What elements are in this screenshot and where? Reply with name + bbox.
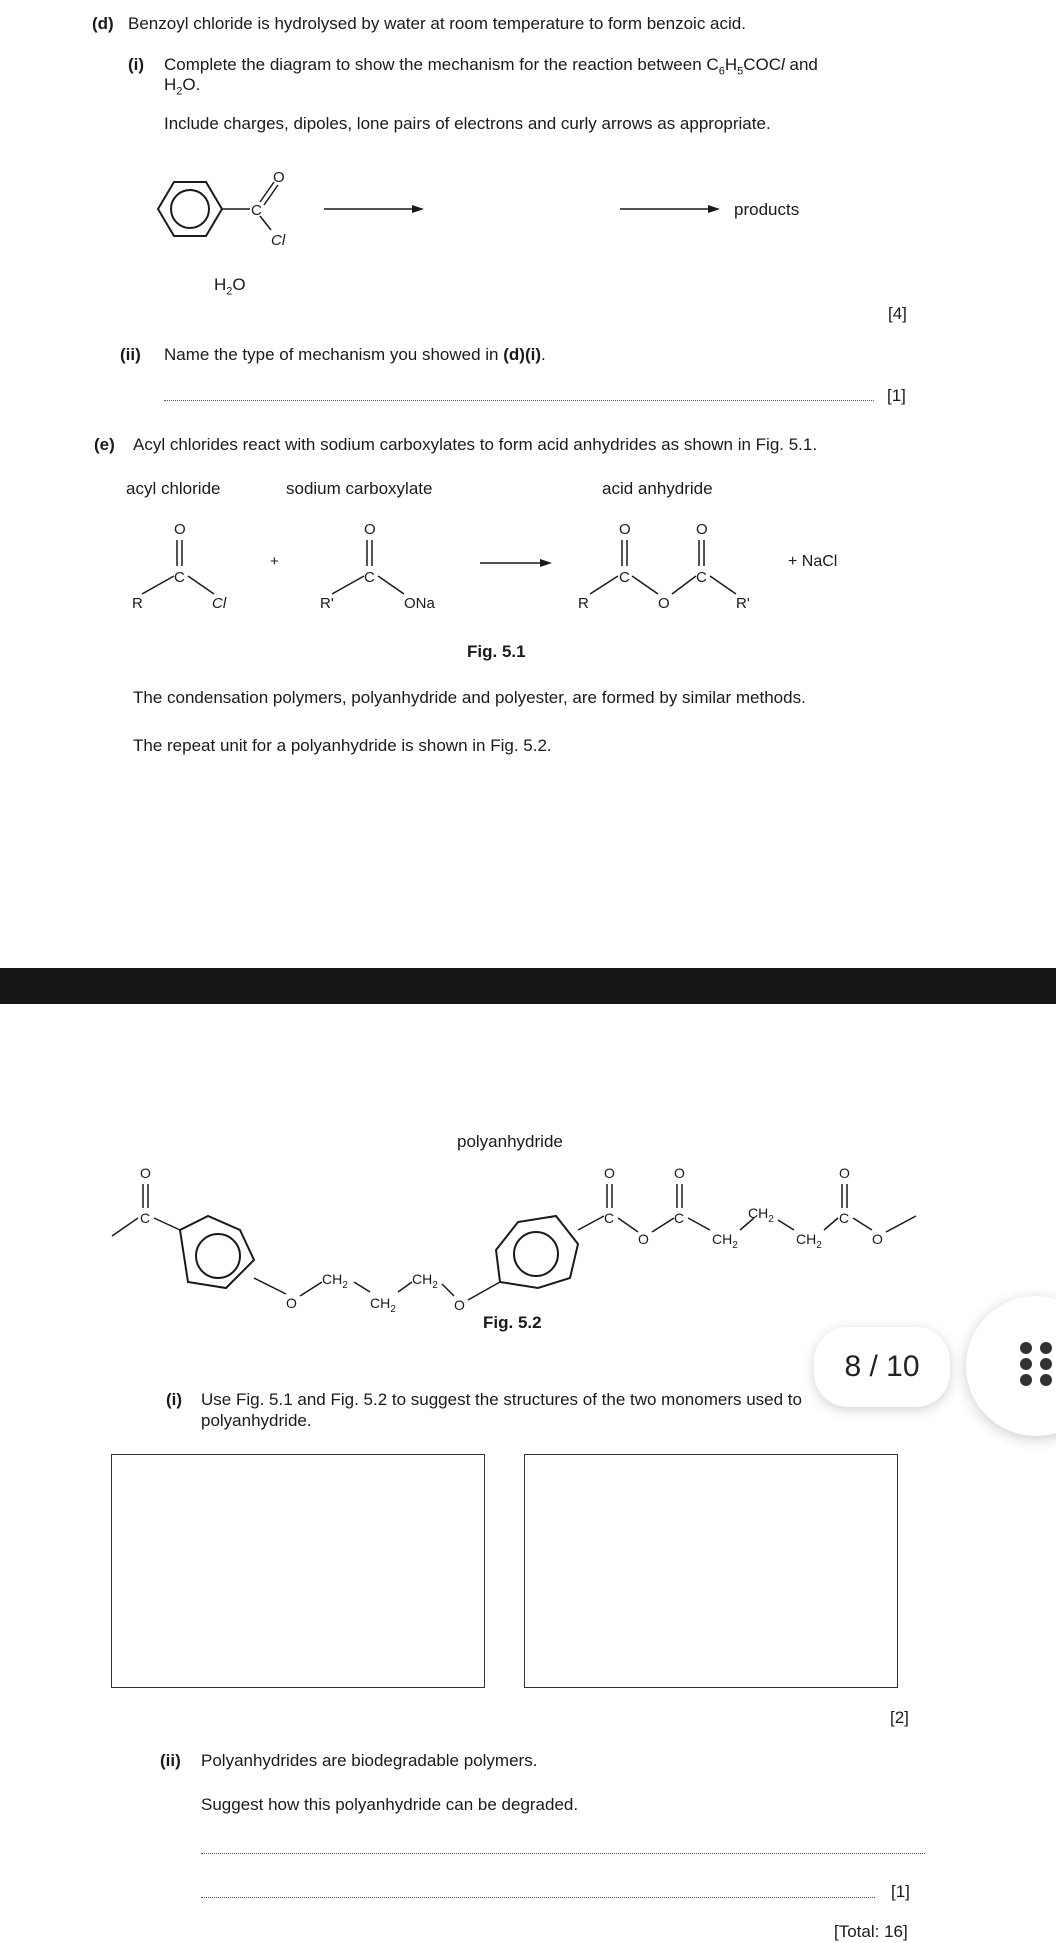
question-d-include-text: Include charges, dipoles, lone pairs of electrons and curly arrows as appropriate. <box>164 114 771 133</box>
svg-text:O: O <box>286 1295 297 1311</box>
water-label: $H_2O$ <box>214 275 246 298</box>
fig-5-1-caption: Fig. 5.1 <box>467 642 526 661</box>
svg-text:CH2: $CH_2$ <box>412 1271 438 1291</box>
label-acyl-chloride: acyl chloride <box>126 479 221 498</box>
svg-text:CH2: $CH_2$ <box>712 1231 738 1251</box>
acid-anhydride-structure <box>578 521 750 612</box>
atom-o: O <box>273 169 285 186</box>
svg-text:O: O <box>658 595 670 612</box>
svg-text:CH2: $CH_2$ <box>748 1205 774 1225</box>
svg-text:R: R <box>132 595 143 612</box>
svg-text:O: O <box>872 1231 883 1247</box>
svg-text:O: O <box>674 1165 685 1181</box>
page-indicator: 8 / 10 <box>814 1327 950 1407</box>
svg-text:C: C <box>674 1210 685 1226</box>
benzoyl-chloride-structure <box>150 168 300 258</box>
paragraph-condensation: The condensation polymers, polyanhydride and polyester, are formed by similar methods. <box>133 688 806 707</box>
question-d-ii-text: Name the type of mechanism you showed in (d)(i). <box>164 345 546 364</box>
label-acid-anhydride: acid anhydride <box>602 479 713 498</box>
question-e-i-text: Use Fig. 5.1 and Fig. 5.2 to suggest the structures of the two monomers used to <box>201 1390 802 1409</box>
svg-text:R': R' <box>320 595 334 612</box>
atom-c: C <box>251 202 262 219</box>
answer-line-d-ii[interactable] <box>164 400 874 401</box>
svg-text:R': R' <box>736 595 750 612</box>
reaction-arrow-1 <box>320 200 430 220</box>
svg-text:O: O <box>364 521 376 538</box>
svg-text:O: O <box>839 1165 850 1181</box>
svg-text:O: O <box>174 521 186 538</box>
svg-text:O: O <box>619 521 631 538</box>
products-label: products <box>734 200 800 219</box>
answer-box-monomer-2[interactable] <box>524 1454 898 1688</box>
question-d-i-label: (i) <box>128 55 145 74</box>
question-d-label: (d) <box>92 14 114 33</box>
svg-text:C: C <box>839 1210 850 1226</box>
sodium-carboxylate-structure <box>320 521 436 612</box>
svg-text:C: C <box>604 1210 615 1226</box>
total-marks: [Total: 16] <box>834 1922 908 1941</box>
fig-5-2-title: polyanhydride <box>457 1132 563 1151</box>
label-sodium-carboxylate: sodium carboxylate <box>286 479 433 498</box>
svg-text:O: O <box>140 1165 151 1181</box>
svg-text:C: C <box>140 1210 151 1226</box>
byproduct-nacl: + NaCl <box>788 553 838 570</box>
question-e-i-text-line2: polyanhydride. <box>201 1411 312 1430</box>
question-d-text: Benzoyl chloride is hydrolysed by water at room temperature to form benzoic acid. <box>128 14 746 33</box>
atom-cl: Cl <box>271 232 286 249</box>
paragraph-repeat-unit: The repeat unit for a polyanhydride is shown in Fig. 5.2. <box>133 736 552 755</box>
svg-text:Cl: Cl <box>212 595 227 612</box>
svg-text:CH2: $CH_2$ <box>370 1295 396 1315</box>
fig-5-1-reaction <box>120 510 940 620</box>
svg-text:O: O <box>454 1297 465 1313</box>
svg-text:O: O <box>696 521 708 538</box>
question-d-i-text-h2o: $H_2O$. <box>164 75 201 98</box>
question-d-ii-label: (ii) <box>120 345 141 364</box>
answer-box-monomer-1[interactable] <box>111 1454 485 1688</box>
marks-e-ii: [1] <box>891 1882 910 1901</box>
marks-d-i: [4] <box>888 304 907 323</box>
svg-text:ONa: ONa <box>404 595 435 612</box>
question-e-label: (e) <box>94 435 115 454</box>
marks-e-i: [2] <box>890 1708 909 1727</box>
viewer-menu-button[interactable] <box>966 1296 1056 1436</box>
svg-text:C: C <box>174 569 185 586</box>
question-e-ii-label: (ii) <box>160 1751 181 1770</box>
reaction-arrow-2 <box>616 200 726 220</box>
answer-line-e-ii-2[interactable] <box>201 1897 875 1898</box>
question-d-i-text: Complete the diagram to show the mechanism for the reaction between $C_6H_5COCl$ and <box>164 55 818 78</box>
fig-5-2-polyanhydride-structure <box>108 1160 928 1320</box>
question-e-ii-suggest: Suggest how this polyanhydride can be degraded. <box>201 1795 579 1814</box>
svg-text:C: C <box>619 569 630 586</box>
plus-sign-1: + <box>270 553 279 570</box>
svg-text:CH2: $CH_2$ <box>322 1271 348 1291</box>
page-separator-band <box>0 968 1056 1004</box>
question-e-i-label: (i) <box>166 1390 183 1409</box>
svg-text:O: O <box>638 1231 649 1247</box>
svg-text:R: R <box>578 595 589 612</box>
marks-d-ii: [1] <box>887 386 906 405</box>
svg-text:O: O <box>604 1165 615 1181</box>
acyl-chloride-structure <box>132 521 227 612</box>
svg-text:CH2: $CH_2$ <box>796 1231 822 1251</box>
svg-text:C: C <box>696 569 707 586</box>
question-e-text: Acyl chlorides react with sodium carboxylates to form acid anhydrides as shown in Fig. 5.1. <box>133 435 818 454</box>
fig-5-2-caption: Fig. 5.2 <box>483 1313 542 1332</box>
svg-text:C: C <box>364 569 375 586</box>
question-e-ii-text: Polyanhydrides are biodegradable polymers. <box>201 1751 538 1770</box>
answer-line-e-ii-1[interactable] <box>201 1853 925 1854</box>
